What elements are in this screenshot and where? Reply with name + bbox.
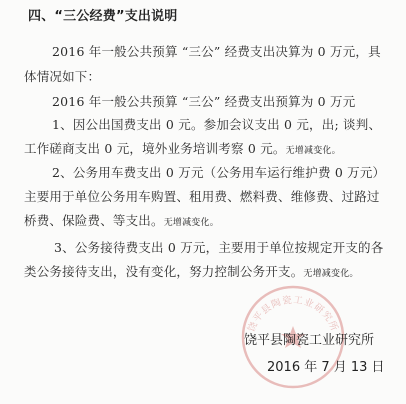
- paragraph-4-line-2: 主要用于单位公务用车购置、租用费、燃料费、维修费、过路过: [24, 189, 380, 204]
- paragraph-5-line-2: [24, 264, 359, 282]
- signature-date: 2016 年 7 月 13 日: [267, 360, 385, 375]
- paragraph-2-line-1: 2016 年一般公共预算 “三公” 经费支出预算为 0 万元: [52, 94, 356, 109]
- svg-text:饶平县陶瓷工业研究所: 饶平县陶瓷工业研究所: [246, 294, 340, 334]
- paragraph-5-line-1: 3、公务接待费支出 0 万元，主要用于单位按规定开支的各: [54, 240, 384, 255]
- paragraph-5-text: 类公务接待支出，没有变化，努力控制公务开支。: [24, 264, 304, 279]
- paragraph-5-handwritten-note: 无增减变化。: [303, 269, 359, 279]
- paragraph-4-line-1: 2、公务用车费支出 0 万元（公务用车运行维护费 0 万元）: [52, 165, 386, 180]
- paragraph-4-handwritten-note: 无增减变化。: [163, 218, 219, 228]
- paragraph-1-line-2: 体情况如下：: [24, 69, 101, 84]
- signature-organization: 饶平县陶瓷工业研究所: [244, 333, 375, 348]
- paragraph-3-text: 工作磋商支出 0 元，境外业务培训考察 0 元。: [24, 141, 286, 156]
- paragraph-3-line-2: [24, 141, 341, 159]
- paragraph-4-text: 桥费、保险费、等支出。: [24, 213, 164, 228]
- paragraph-4-line-3: [24, 213, 219, 231]
- paragraph-3-line-1: 1、因公出国费支出 0 元。参加会议支出 0 元，出; 谈判、: [52, 117, 382, 132]
- paragraph-3-handwritten-note: 无增减变化。: [285, 146, 341, 156]
- section-heading: 四、“三公经费”支出说明: [28, 9, 178, 24]
- paragraph-1-line-1: 2016 年一般公共预算 “三公” 经费支出决算为 0 万元，具: [52, 44, 381, 59]
